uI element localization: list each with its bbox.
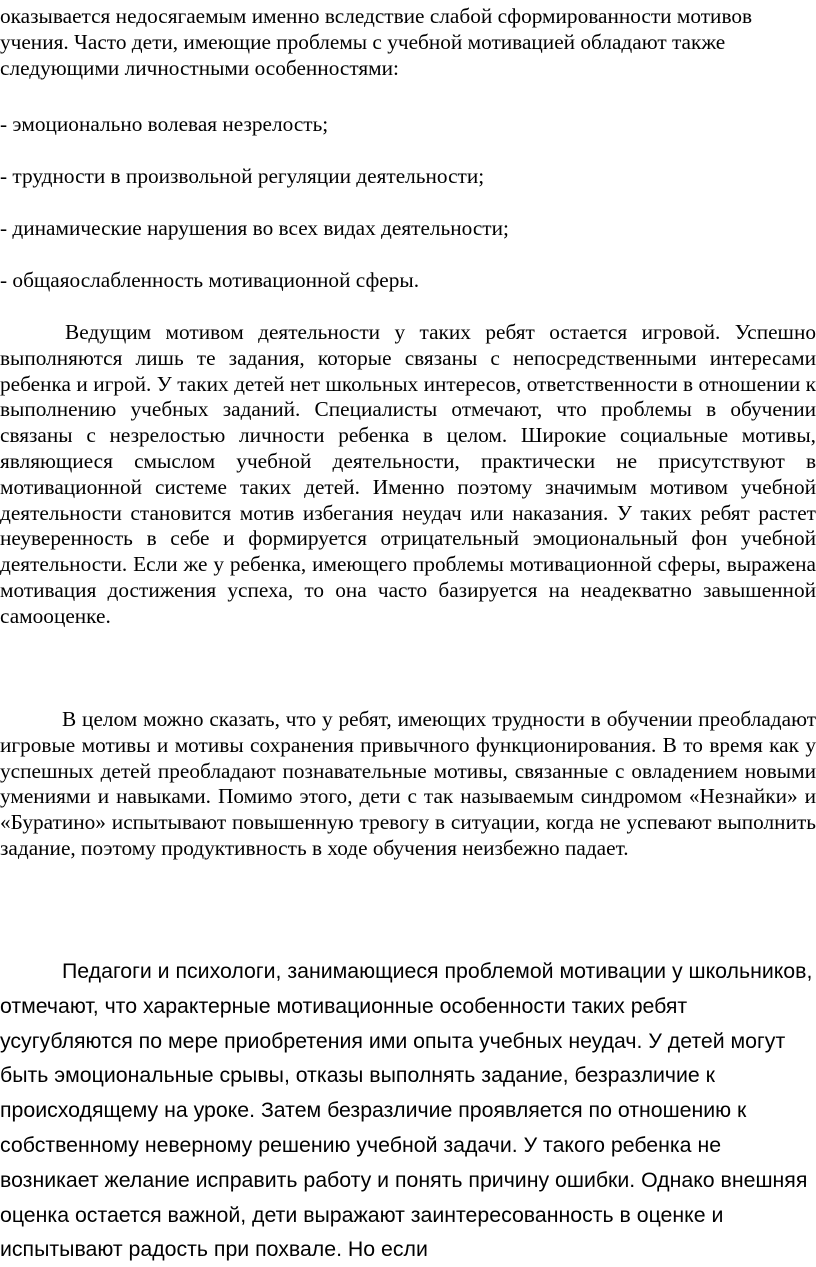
list-item-2: - трудности в произвольной регуляции деятельности; xyxy=(0,164,485,188)
intro-paragraph: оказывается недосягаемым именно вследствие слабой сформированности мотивов учения. Часто дети, имеющие проблемы с учебной мотивацией обладают также следующими личностными особенностями: xyxy=(0,4,753,80)
paragraph-teachers: Педагоги и психологи, занимающиеся проблемой мотивации у школьников, отмечают, что характерные мотивационные особенности таких ребят усугубляются по мере приобретения ими опыта учебных неудач. У детей могут быть эмоциональные срывы, отказы выполнять задание, безразличие к происходящему на уроке. Затем безразличие проявляется по отношению к собственному неверному решению учебной задачи. У такого ребенка не возникает желание исправить работу и понять причину ошибки. Однако внешняя оценка остается важной, дети выражают заинтересованность в оценке и испытывают радость при похвале. Но если xyxy=(0,959,813,1262)
list-item-4: - общаяослабленность мотивационной сферы. xyxy=(0,268,420,292)
list-item-3: - динамические нарушения во всех видах деятельности; xyxy=(0,216,509,240)
list-item-1: - эмоционально волевая незрелость; xyxy=(0,112,329,136)
paragraph-leading-motive: Ведущим мотивом деятельности у таких ребят остается игровой. Успешно выполняются лишь те задания, которые связаны с непосредственными интересами ребенка и игрой. У таких детей нет школьных интересов, ответственности в отношении к выполнению учебных заданий. Специалисты отмечают, что проблемы в обучении связаны с незрелостью личности ребенка в целом. Широкие социальные мотивы, являющиеся смыслом учебной деятельности, практически не присутствуют в мотивационной системе таких детей. Именно поэтому значимым мотивом учебной деятельности становится мотив избегания неудач или наказания. У таких ребят растет неуверенность в себе и формируется отрицательный эмоциональный фон учебной деятельности. Если же у ребенка, имеющего проблемы мотивационной сферы, выражена мотивация достижения успеха, то она часто базируется на неадекватно завышенной самооценке. xyxy=(0,320,816,628)
paragraph-in-general: В целом можно сказать, что у ребят, имеющих трудности в обучении преобладают игровые мотивы и мотивы сохранения привычного функционирования. В то время как у успешных детей преобладают познавательные мотивы, связанные с овладением новыми умениями и навыками. Помимо этого, дети с так называемым синдромом «Незнайки» и «Буратино» испытывают повышенную тревогу в ситуации, когда не успевают выполнить задание, поэтому продуктивность в ходе обучения неизбежно падает. xyxy=(0,707,816,860)
